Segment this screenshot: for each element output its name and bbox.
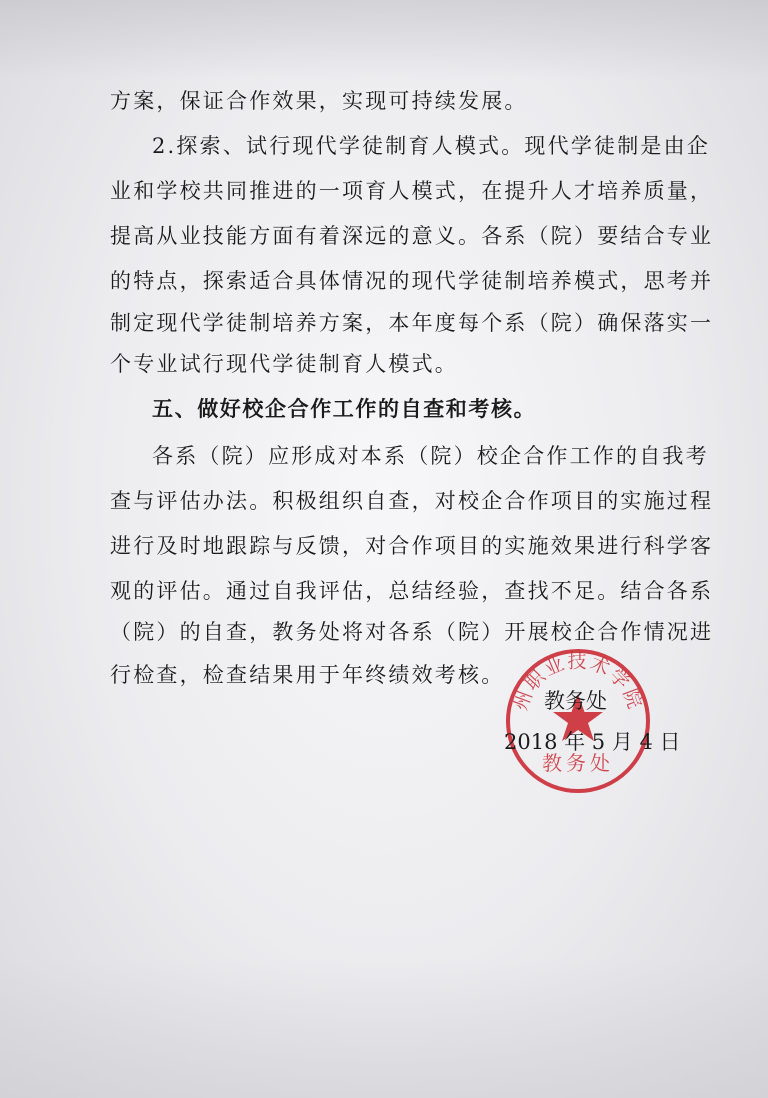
signature-office: 教务处 [544, 689, 607, 713]
body-line-12: 观的评估。通过自我评估，总结经验，查找不足。结合各系 [110, 579, 714, 603]
body-line-5: 的特点，探索适合具体情况的现代学徒制培养模式，思考并 [110, 269, 714, 293]
body-line-2: 2.探索、试行现代学徒制育人模式。现代学徒制是由企 [152, 134, 711, 158]
scan-shadow-bottom [0, 958, 768, 1098]
body-line-4: 提高从业技能方面有着深远的意义。各系（院）要结合专业 [110, 224, 714, 248]
body-line-9: 各系（院）应形成对本系（院）校企合作工作的自我考 [152, 444, 709, 468]
body-line-10: 查与评估办法。积极组织自查，对校企合作项目的实施过程 [110, 489, 714, 513]
seal-bottom-text: 教务处 [542, 751, 614, 775]
seal-arc-text: 州职业技术学院 [509, 650, 647, 714]
body-line-13: （院）的自查，教务处将对各系（院）开展校企合作情况进 [110, 620, 714, 644]
body-line-7: 个专业试行现代学徒制育人模式。 [110, 352, 458, 376]
official-seal [503, 646, 653, 796]
scan-shadow-top [0, 0, 768, 80]
body-line-1: 方案，保证合作效果，实现可持续发展。 [110, 89, 528, 113]
section-heading: 五、做好校企合作工作的自查和考核。 [152, 396, 537, 421]
body-line-14: 行检查，检查结果用于年终绩效考核。 [110, 663, 505, 687]
body-line-11: 进行及时地跟踪与反馈，对合作项目的实施效果进行科学客 [110, 534, 714, 558]
signature-date: 2018 年 5 月 4 日 [504, 730, 681, 754]
body-line-6: 制定现代学徒制培养方案，本年度每个系（院）确保落实一 [110, 311, 714, 335]
body-line-3: 业和学校共同推进的一项育人模式，在提升人才培养质量， [110, 179, 714, 203]
